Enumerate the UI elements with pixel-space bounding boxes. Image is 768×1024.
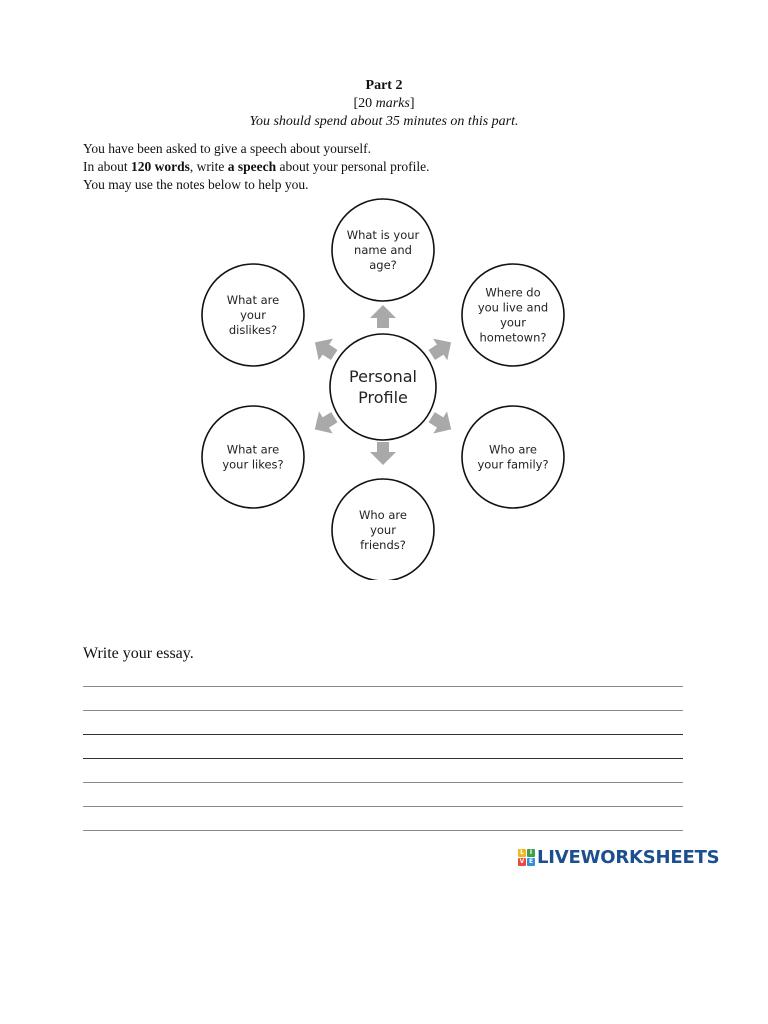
instruction-line-3: You may use the notes below to help you. bbox=[83, 177, 309, 192]
liveworksheets-logo bbox=[518, 846, 719, 868]
instruction-line-2 bbox=[83, 158, 429, 176]
marks-bracket-close: ] bbox=[409, 96, 415, 111]
logo-square-i: I bbox=[527, 849, 535, 857]
bubble-likes-label: What are your likes? bbox=[222, 442, 284, 472]
essay-line[interactable] bbox=[83, 758, 683, 759]
logo-square-l: L bbox=[518, 849, 526, 857]
essay-line[interactable] bbox=[83, 806, 683, 807]
bubble-name-age-label: What is your name and age? bbox=[346, 228, 420, 273]
marks-label bbox=[0, 96, 768, 112]
logo-square-v: V bbox=[519, 857, 525, 865]
time-instruction: You should spend about 35 minutes on this part. bbox=[249, 114, 519, 129]
bubble-dislikes-label: What are your dislikes? bbox=[226, 293, 280, 338]
instruction-text: , write bbox=[189, 159, 228, 174]
bubble-hometown-label: Where do you live and your hometown? bbox=[477, 285, 549, 345]
arrow-icon bbox=[370, 442, 396, 465]
essay-line[interactable] bbox=[83, 830, 683, 831]
instruction-line-1: You have been asked to give a speech about yourself. bbox=[83, 141, 372, 156]
essay-line[interactable] bbox=[83, 734, 683, 735]
logo-square-e: E bbox=[528, 857, 534, 865]
marks-number: 20 bbox=[358, 96, 376, 111]
bubble-friends-label: Who are your friends? bbox=[359, 508, 407, 553]
instruction-text: about your personal profile. bbox=[276, 159, 430, 174]
bubble-family-label: Who are your family? bbox=[477, 442, 549, 472]
arrow-icon bbox=[370, 305, 396, 328]
essay-line[interactable] bbox=[83, 686, 683, 687]
personal-profile-diagram bbox=[195, 195, 575, 580]
instruction-text: In about bbox=[83, 159, 131, 174]
task-instructions bbox=[83, 140, 429, 194]
essay-line[interactable] bbox=[83, 710, 683, 711]
liveworksheets-logo-icon bbox=[518, 849, 535, 866]
marks-bracket-open: [ bbox=[353, 96, 359, 111]
logo-wordmark: LIVEWORKSHEETS bbox=[537, 846, 720, 868]
essay-line[interactable] bbox=[83, 782, 683, 783]
essay-prompt: Write your essay. bbox=[83, 645, 194, 662]
speech-emphasis: a speech bbox=[227, 159, 277, 174]
center-circle bbox=[330, 334, 436, 440]
marks-word: marks bbox=[375, 96, 410, 111]
word-count-emphasis: 120 words bbox=[131, 159, 190, 174]
part-title: Part 2 bbox=[365, 78, 403, 93]
center-label: Personal Profile bbox=[348, 367, 418, 408]
